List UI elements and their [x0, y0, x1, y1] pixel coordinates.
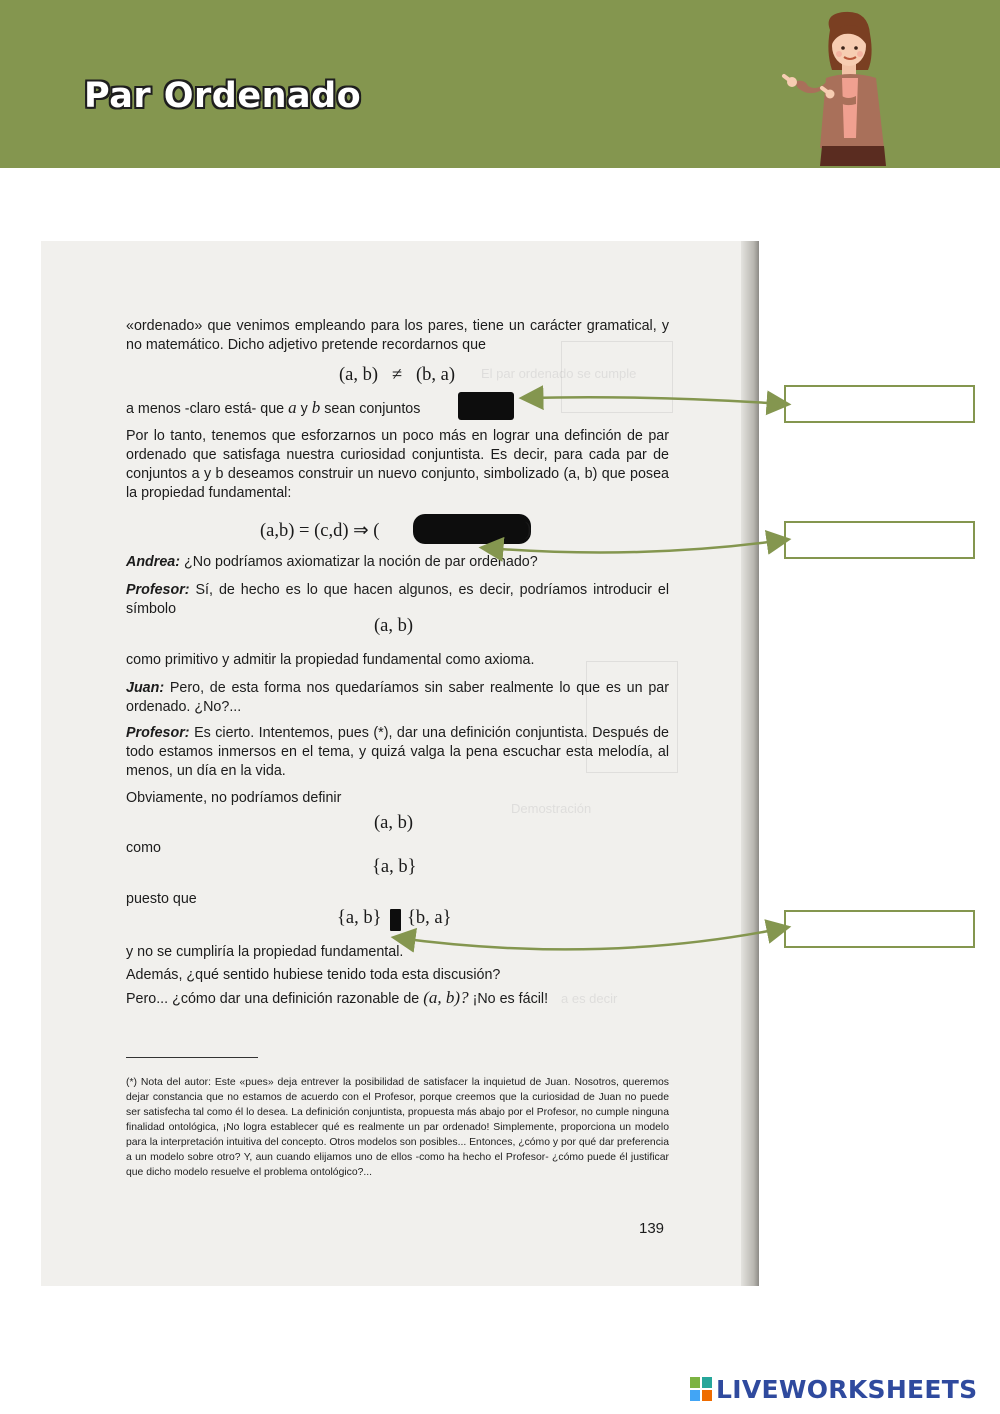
answer-box-3[interactable]: [784, 910, 975, 948]
equation-not-equal: [339, 365, 455, 386]
redacted-blank-3: [390, 909, 401, 931]
equation-symbol-ab: (a, b): [374, 616, 414, 636]
paragraph-primitivo: como primitivo y admitir la propiedad fundamental como axioma.: [126, 652, 535, 668]
dialogue-andrea: Andrea: ¿No podríamos axiomatizar la noción de par ordenado?: [126, 554, 538, 570]
speaker-andrea: Andrea:: [126, 554, 181, 570]
page-title: Par Ordenado: [84, 76, 362, 116]
page-number: 139: [639, 1220, 665, 1237]
speaker-profesor: Profesor:: [126, 582, 190, 598]
paragraph-ordenado: «ordenado» que venimos empleando para los pares, tiene un carácter gramatical, y no matemático. Dicho adjetivo pretende recordarnos que: [126, 318, 669, 353]
dialogue-profesor-2: Profesor: Es cierto. Intentemos, pues (*), dar una definición conjuntista. Después de todo estamos inmersos en el tema, y quizá valga la pena escuchar esta melodía, al menos, un día en la vida.: [126, 725, 669, 779]
header-banner: [0, 0, 1000, 168]
equation-set-relation-right: {b, a}: [407, 908, 452, 928]
eq-left: (a, b): [339, 365, 379, 385]
liveworksheets-logo: [690, 1372, 977, 1406]
speaker-juan: Juan:: [126, 680, 165, 696]
book-spine-shadow: [741, 241, 759, 1286]
equation-fundamental-property: (a,b) = (c,d) ⇒ (: [260, 521, 380, 541]
speaker-profesor: Profesor:: [126, 725, 190, 741]
scanned-book-page: [41, 241, 759, 1286]
equation-set-ab: {a, b}: [372, 857, 417, 877]
bleed-through-text: El par ordenado se cumple: [481, 366, 637, 381]
line-no-cumpliria: y no se cumpliría la propiedad fundamental.: [126, 944, 404, 960]
answer-box-2[interactable]: [784, 521, 975, 559]
dialogue-juan: Juan: Pero, de esta forma nos quedaríamos sin saber realmente lo que es un par ordenado. ¿No?...: [126, 680, 669, 715]
footnote-divider: [126, 1057, 258, 1058]
line-puesto-que: puesto que: [126, 891, 197, 907]
answer-box-1[interactable]: [784, 385, 975, 423]
paragraph-definicion: Por lo tanto, tenemos que esforzarnos un poco más en lograr una definción de par ordenado que satisfaga nuestra curiosidad conjuntista. Es decir, para cada par de conjuntos a y b deseamos construir un nuevo conjunto, simbolizado (a, b) que posea la propiedad fundamental:: [126, 428, 669, 501]
dialogue-profesor-1: Profesor: Sí, de hecho es lo que hacen algunos, es decir, podríamos introducir el símbolo: [126, 582, 669, 617]
line-obviamente: Obviamente, no podríamos definir: [126, 790, 342, 806]
line-como: como: [126, 840, 161, 856]
teacher-pointing-icon: [772, 8, 912, 168]
line-ademas: Además, ¿qué sentido hubiese tenido toda esta discusión?: [126, 967, 501, 983]
variable-a: a: [288, 398, 297, 417]
bleed-through-text: a es decir: [561, 991, 618, 1006]
liveworksheets-logo-icon: [690, 1377, 712, 1401]
line-a-menos: a menos -claro está- que a y b sean conjuntos: [126, 398, 421, 417]
redacted-blank-2: [413, 514, 531, 544]
equation-set-relation-left: {a, b}: [337, 908, 382, 928]
footnote: (*) Nota del autor: Este «pues» deja entrever la posibilidad de satisfacer la inquietud de Juan. Nosotros, queremos dejar constancia que no estamos de acuerdo con el Profesor, porque creemos que la curiosidad de Juan no puede ser satisfecha tal como él lo desea. La definición conjuntista, propuesta más abajo por el Profesor, no cumple ninguna finalidad ontológica, ¡No logra establecer qué es realmente un par ordenado! Simplemente, proporciona un modelo para la interpretación intuitiva del concepto. Otros modelos son posibles... Entonces, ¿cómo y por qué dar preferencia a un modelo sobre otro? Y, aun cuando elijamos uno de ellos -como ha hecho el Profesor- ¿cómo puede él justificar que dicho modelo resuelve el problema ontológico?...: [126, 1077, 669, 1178]
line-pero: Pero... ¿cómo dar una definición razonable de (a, b)? ¡No es fácil!: [126, 988, 549, 1007]
redacted-blank-1: [458, 392, 514, 420]
eq-right: (b, a): [415, 365, 455, 385]
variable-b: b: [311, 398, 321, 417]
liveworksheets-logo-text: LIVEWORKSHEETS: [716, 1374, 978, 1404]
bleed-through-text: Demostración: [511, 801, 592, 816]
equation-close-paren: ): [525, 520, 532, 540]
eq-operator: ≠: [391, 365, 403, 385]
equation-ordered-pair: (a, b): [374, 813, 414, 833]
